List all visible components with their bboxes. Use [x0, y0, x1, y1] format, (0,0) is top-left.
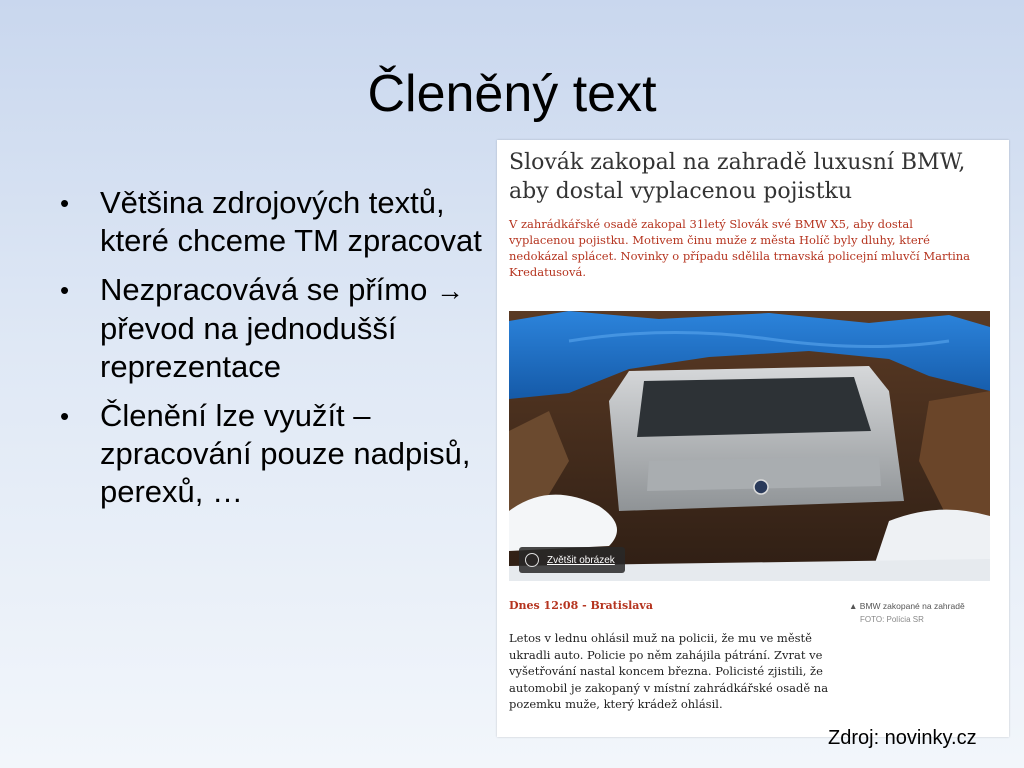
arrow-right-icon: → — [435, 275, 464, 306]
photo-credit: FOTO: Polícia SR — [860, 615, 924, 624]
article-perex: V zahrádkářské osadě zakopal 31letý Slovák své BMW X5, aby dostal vyplacenou pojistku. Motivem činu muže z města Holíč byly dluhy, které nedokázal splácet. Novinky o případu sdělila trnavská policejní mluvčí Martina Kredatusová. — [509, 217, 971, 279]
bullet-icon: • — [60, 188, 70, 218]
bullet-text: Většina zdrojových textů, které chceme TM zpracovat — [100, 185, 482, 258]
bullet-icon: • — [60, 275, 70, 305]
source-note: Zdroj: novinky.cz — [828, 727, 977, 749]
bullet-item — [60, 397, 490, 511]
bullet-text: Členění lze využít – zpracování pouze nadpisů, perexů, … — [100, 398, 471, 509]
buried-car-image — [509, 311, 990, 581]
bullet-list — [60, 184, 490, 522]
article-headline: Slovák zakopal na zahradě luxusní BMW, aby dostal vyplacenou pojistku — [509, 150, 966, 204]
bullet-item — [60, 271, 490, 386]
article-dateline: Dnes 12:08 - Bratislava — [509, 599, 653, 612]
bullet-item — [60, 184, 490, 260]
photo-caption — [849, 599, 999, 627]
magnifier-icon — [525, 553, 539, 567]
article-screenshot — [497, 140, 1009, 737]
zoom-image-label: Zvětšit obrázek — [547, 554, 615, 566]
article-body: Letos v lednu ohlásil muž na policii, že mu ve městě ukradli auto. Policie po něm zahájila pátrání. Zvrat ve vyšetřování nastal koncem března. Policisté zjistili, že automobil je zakopaný v místní zahrádkářské osadě na pozemku muže, který krádež ohlásil. — [509, 631, 829, 711]
triangle-up-icon: ▲ — [849, 601, 860, 611]
slide-title: Členěný text — [367, 65, 657, 123]
article-photo — [509, 311, 990, 581]
bullet-text-end: převod na jednodušší reprezentace — [100, 311, 397, 384]
bullet-icon: • — [60, 401, 70, 431]
zoom-image-button[interactable] — [519, 547, 625, 573]
bullet-text-start: Nezpracovává se přímo — [100, 272, 436, 307]
caption-text: BMW zakopané na zahradě — [859, 601, 965, 611]
